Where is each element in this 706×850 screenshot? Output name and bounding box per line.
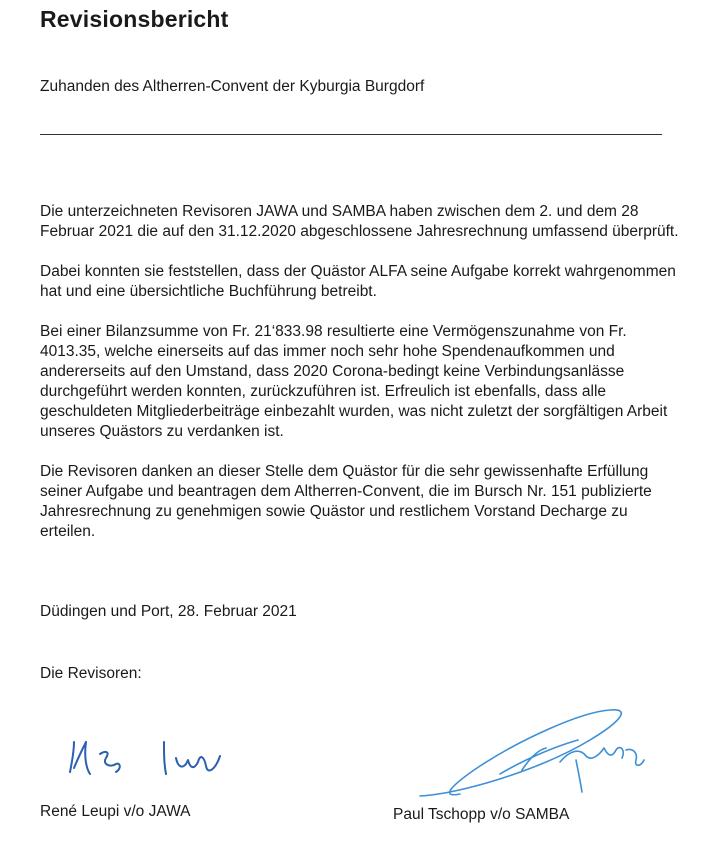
paragraph-audit-scope: Die unterzeichneten Revisoren JAWA und SAMBA haben zwischen dem 2. und dem 28 Februar 2021 die auf den 31.12.2020 abgeschlossene Jahresrechnung umfassend überprüft.	[40, 203, 679, 240]
addressee-line: Zuhanden des Altherren-Convent der Kyburgia Burgdorf	[40, 78, 425, 95]
document-title: Revisionsbericht	[40, 6, 229, 32]
signature-jawa	[60, 728, 260, 788]
place-and-date: Düdingen und Port, 28. Februar 2021	[40, 603, 297, 620]
signatory-name-jawa: René Leupi v/o JAWA	[40, 803, 191, 820]
paragraph-financial-result: Bei einer Bilanzsumme von Fr. 21‘833.98 resultierte eine Vermögenszunahme von Fr. 4013.35, welche einerseits auf das immer noch sehr hohe Spendenaufkommen und andererseits auf den Umstand, dass 2020 Corona-bedingt keine Verbindungsanlässe durchgeführt werden konnten, zurückzuführen ist. Erfreulich ist ebenfalls, dass alle geschuldeten Mitgliederbeiträge einbezahlt wurden, was nicht zuletzt der sorgfältigen Arbeit unseres Quästors zu verdanken ist.	[40, 323, 668, 440]
separator-line	[40, 134, 662, 135]
signatory-name-samba: Paul Tschopp v/o SAMBA	[393, 806, 570, 823]
signature-samba	[400, 700, 660, 810]
revisors-label: Die Revisoren:	[40, 665, 142, 682]
paragraph-recommendation: Die Revisoren danken an dieser Stelle dem Quästor für die sehr gewissenhafte Erfüllung seiner Aufgabe und beantragen dem Altherren-Convent, die im Bursch Nr. 151 publizierte Jahresrechnung zu genehmigen sowie Quästor und restlichem Vorstand Decharge zu erteilen.	[40, 463, 652, 540]
paragraph-findings: Dabei konnten sie feststellen, dass der Quästor ALFA seine Aufgabe korrekt wahrgenommen hat und eine übersichtliche Buchführung betreibt.	[40, 263, 676, 300]
